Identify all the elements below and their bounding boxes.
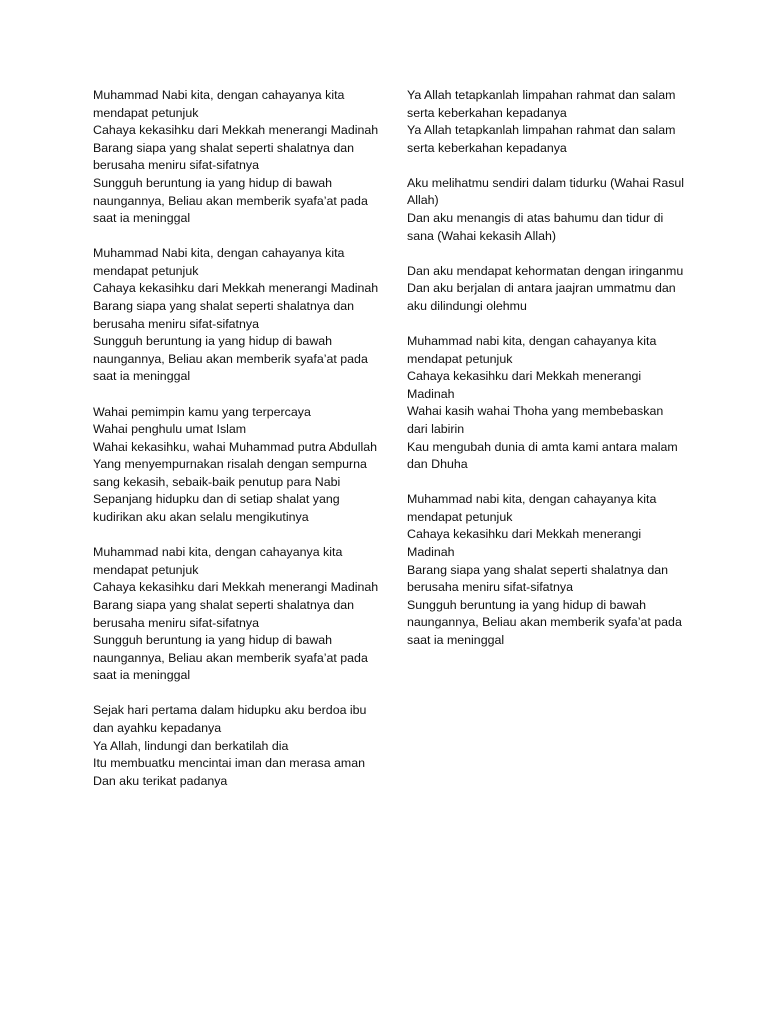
stanza <box>93 245 383 386</box>
lyric-line: Sungguh beruntung ia yang hidup di bawah naungannya, Beliau akan memberik syafa’at pada saat ia meninggal <box>407 597 682 648</box>
lyric-line: Muhammad nabi kita, dengan cahayanya kita mendapat petunjuk <box>93 545 343 577</box>
lyric-line: Dan aku menangis di atas bahumu dan tidur di sana (Wahai kekasih Allah) <box>407 211 664 243</box>
stanza <box>93 87 383 228</box>
lyric-line: Sungguh beruntung ia yang hidup di bawah naungannya, Beliau akan memberik syafa’at pada saat ia meninggal <box>93 334 368 384</box>
stanza <box>407 333 687 474</box>
lyric-line: Dan aku mendapat kehormatan dengan iringanmu <box>407 263 684 278</box>
lyric-line: Wahai pemimpin kamu yang terpercaya <box>93 404 311 419</box>
lyric-line: Sejak hari pertama dalam hidupku aku berdoa ibu dan ayahku kepadanya <box>93 703 367 735</box>
stanza <box>93 404 383 527</box>
lyric-line: Ya Allah tetapkanlah limpahan rahmat dan salam serta keberkahan kepadanya <box>407 88 676 120</box>
lyric-line: Dan aku berjalan di antara jaajran ummatmu dan aku dilindungi olehmu <box>407 281 676 313</box>
stanza <box>93 702 383 790</box>
stanza <box>407 175 687 245</box>
lyric-line: Barang siapa yang shalat seperti shalatnya dan berusaha meniru sifat-sifatnya <box>93 597 355 630</box>
left-column <box>93 87 383 808</box>
lyric-line: Cahaya kekasihku dari Mekkah menerangi Madinah <box>407 369 642 401</box>
lyric-line: Muhammad nabi kita, dengan cahayanya kita mendapat petunjuk <box>407 334 657 366</box>
lyric-line: Cahaya kekasihku dari Mekkah menerangi Madinah <box>93 123 379 138</box>
stanza <box>407 87 687 157</box>
lyric-line: Wahai penghulu umat Islam <box>93 422 247 437</box>
lyric-line: Cahaya kekasihku dari Mekkah menerangi Madinah <box>407 527 642 560</box>
lyric-line: Wahai kekasihku, wahai Muhammad putra Abdullah <box>93 439 377 454</box>
stanza <box>407 491 687 649</box>
lyric-line: Cahaya kekasihku dari Mekkah menerangi Madinah <box>93 580 379 595</box>
stanza <box>93 544 383 685</box>
lyric-line: Sungguh beruntung ia yang hidup di bawah naungannya, Beliau akan memberik syafa’at pada saat ia meninggal <box>93 633 368 683</box>
lyric-line: Barang siapa yang shalat seperti shalatnya dan berusaha meniru sifat-sifatnya <box>93 299 355 331</box>
lyric-line: Aku melihatmu sendiri dalam tidurku (Wahai Rasul Allah) <box>407 175 685 208</box>
lyric-line: Wahai kasih wahai Thoha yang membebaskan dari labirin <box>407 404 664 436</box>
stanza <box>407 263 687 316</box>
lyric-line: Barang siapa yang shalat seperti shalatnya dan berusaha meniru sifat-sifatnya <box>93 140 355 173</box>
lyric-line: Muhammad nabi kita, dengan cahayanya kita mendapat petunjuk <box>407 492 657 524</box>
lyric-line: Itu membuatku mencintai iman dan merasa aman <box>93 756 366 771</box>
lyric-line: Yang menyempurnakan risalah dengan sempurna sang kekasih, sebaik-baik penutup para Nabi <box>93 457 367 489</box>
lyric-line: Sungguh beruntung ia yang hidup di bawah naungannya, Beliau akan memberik syafa’at pada saat ia meninggal <box>93 175 368 226</box>
lyric-line: Kau mengubah dunia di amta kami antara malam dan Dhuha <box>407 439 678 472</box>
lyric-line: Muhammad Nabi kita, dengan cahayanya kita mendapat petunjuk <box>93 246 345 278</box>
lyric-line: Muhammad Nabi kita, dengan cahayanya kita mendapat petunjuk <box>93 88 345 120</box>
right-column <box>407 87 687 667</box>
lyric-line: Barang siapa yang shalat seperti shalatnya dan berusaha meniru sifat-sifatnya <box>407 562 669 595</box>
lyric-line: Cahaya kekasihku dari Mekkah menerangi Madinah <box>93 281 379 296</box>
lyric-line: Dan aku terikat padanya <box>93 773 228 788</box>
lyric-line: Ya Allah tetapkanlah limpahan rahmat dan salam serta keberkahan kepadanya <box>407 123 676 155</box>
lyric-line: Sepanjang hidupku dan di setiap shalat yang kudirikan aku akan selalu mengikutinya <box>93 492 340 525</box>
lyric-line: Ya Allah, lindungi dan berkatilah dia <box>93 738 289 753</box>
